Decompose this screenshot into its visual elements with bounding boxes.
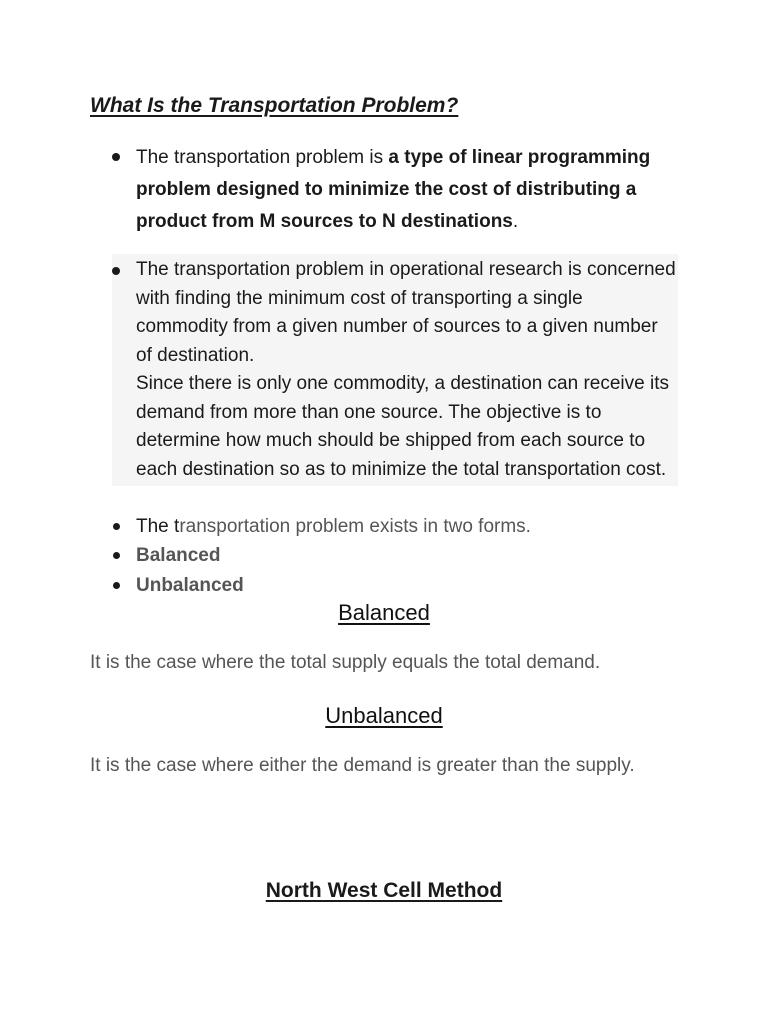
- bullet-dot-icon: [113, 523, 120, 530]
- balanced-heading: Balanced: [338, 600, 430, 625]
- bullet-two-forms: [112, 513, 531, 541]
- unbalanced-heading: Unbalanced: [325, 703, 443, 728]
- bullet-operational-research: [112, 254, 678, 486]
- bullet-unbalanced: [112, 572, 244, 600]
- bullet-or-paragraph-1: The transportation problem in operational research is concerned with finding the minimum cost of transporting a single commodity from a given number of sources to a given number of destination.: [136, 259, 676, 366]
- bullet-dot-icon: [113, 582, 120, 589]
- unbalanced-description: It is the case where either the demand is greater than the supply.: [90, 755, 635, 776]
- bullet-or-paragraph-2: Since there is only one commodity, a destination can receive its demand from more than one source. The objective is to determine how much should be shipped from each source to each destination so as to minimize the total transportation cost.: [136, 373, 669, 480]
- bullet-definition-bold: a type of linear programming problem designed to minimize the cost of distributing a product from M sources to N destinations: [136, 147, 651, 232]
- bullet-dot-icon: [112, 267, 120, 275]
- bullet-operational-research-text: [136, 256, 678, 484]
- bullet-definition: [112, 142, 672, 238]
- bullet-two-forms-text: [136, 516, 531, 537]
- bullet-balanced: [112, 542, 220, 570]
- bullet-balanced-text: Balanced: [136, 545, 221, 566]
- bullet-unbalanced-text: Unbalanced: [136, 575, 244, 596]
- bullet-dot-icon: [112, 153, 120, 161]
- north-west-cell-method-heading: North West Cell Method: [265, 879, 503, 902]
- page-title: What Is the Transportation Problem?: [90, 94, 459, 117]
- bullet-dot-icon: [113, 552, 120, 559]
- bullet-two-forms-rest: ransportation problem exists in two forms.: [179, 516, 531, 537]
- balanced-description: It is the case where the total supply equals the total demand.: [90, 652, 601, 673]
- bullet-two-forms-start: The t: [136, 516, 180, 537]
- bullet-definition-period: .: [512, 211, 519, 232]
- bullet-definition-text: [136, 142, 672, 238]
- bullet-definition-normal: The transportation problem is: [136, 147, 389, 168]
